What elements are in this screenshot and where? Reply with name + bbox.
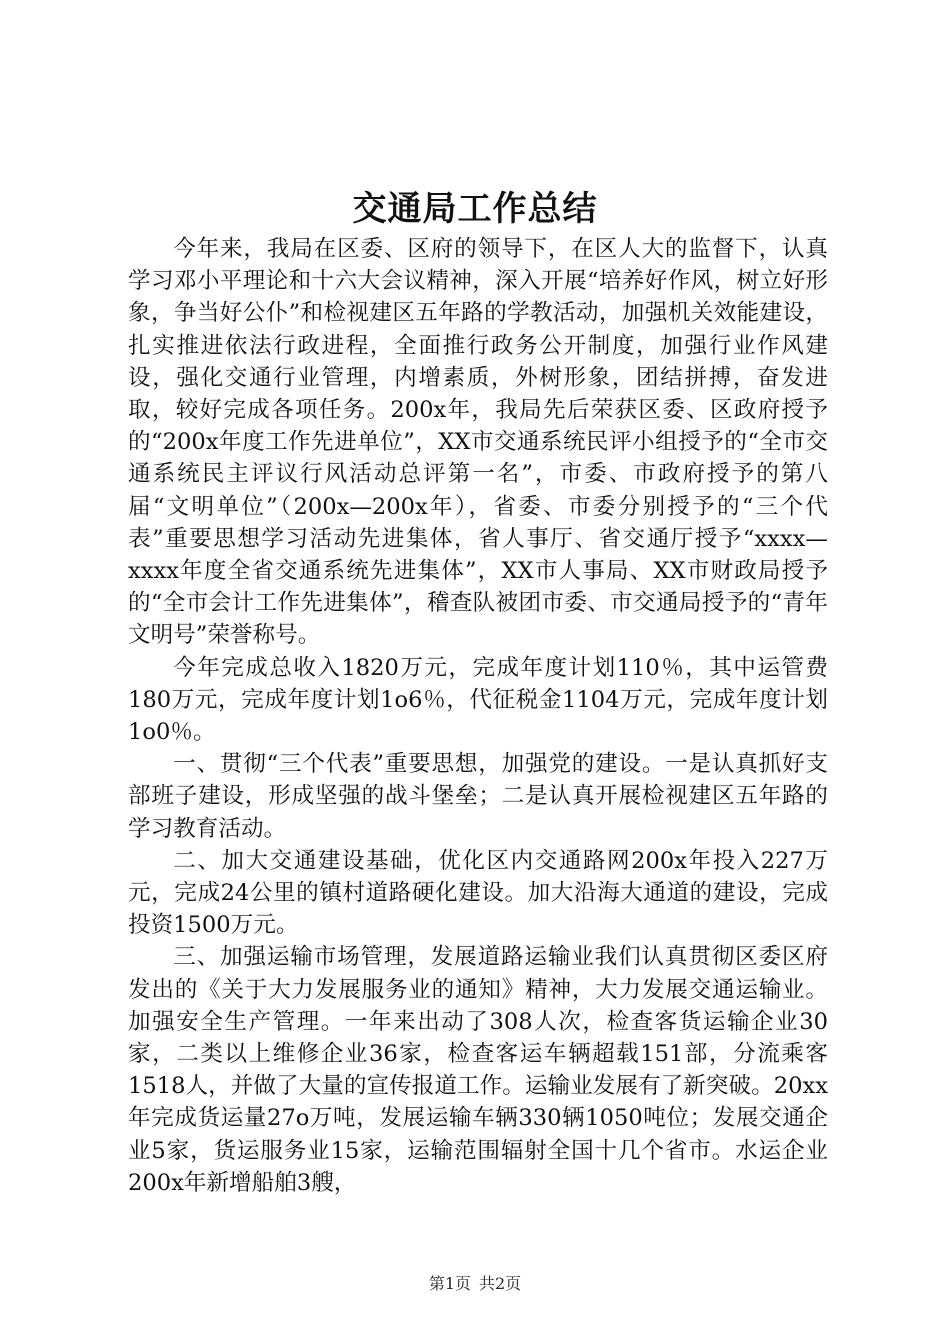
page-footer <box>0 1274 950 1294</box>
paragraph-intro: 今年来，我局在区委、区府的领导下，在区人大的监督下，认真学习邓小平理论和十六大会议精神，深入开展“培养好作风，树立好形象，争当好公仆”和检视建区五年路的学教活动，加强机关效能建设，扎实推进依法行政进程，全面推行政务公开制度，加强行业作风建设，强化交通行业管理，内增素质，外树形象，团结拼搏，奋发进取，较好完成各项任务。200x年，我局先后荣获区委、区政府授予的“200x年度工作先进单位”，XX市交通系统民评小组授予的“全市交通系统民主评议行风活动总评第一名”，市委、市政府授予的第八届“文明单位”（200x—200x年），省委、市委分别授予的“三个代表”重要思想学习活动先进集体，省人事厅、省交通厅授予“xxxx—xxxx年度全省交通系统先进集体”，XX市人事局、XX市财政局授予的“全市会计工作先进集体”，稽查队被团市委、市交通局授予的“青年文明号”荣誉称号。 <box>128 236 828 649</box>
page-number: 第1页 <box>428 1274 471 1293</box>
paragraph-section-2: 二、加大交通建设基础，优化区内交通路网200x年投入227万元，完成24公里的镇村道路硬化建设。加大沿海大通道的建设，完成投资1500万元。 <box>128 847 828 939</box>
page-total: 共2页 <box>479 1274 522 1293</box>
paragraph-section-3: 三、加强运输市场管理，发展道路运输业我们认真贯彻区委区府发出的《关于大力发展服务业的通知》精神，大力发展交通运输业。加强安全生产管理。一年来出动了308人次，检查客货运输企业30家，二类以上维修企业36家，检查客运车辆超载151部，分流乘客1518人，并做了大量的宣传报道工作。运输业发展有了新突破。20xx年完成货运量27o万吨，发展运输车辆330辆1050吨位；发展交通企业5家，货运服务业15家，运输范围辐射全国十几个省市。水运企业200x年新增船舶3艘， <box>128 944 828 1196</box>
paragraph-section-1: 一、贯彻“三个代表”重要思想，加强党的建设。一是认真抓好支部班子建设，形成坚强的战斗堡垒；二是认真开展检视建区五年路的学习教育活动。 <box>128 751 828 842</box>
document-body <box>128 233 828 1199</box>
paragraph-revenue: 今年完成总收入1820万元，完成年度计划110％，其中运管费180万元，完成年度计划1o6％，代征税金1104万元，完成年度计划1o0％。 <box>128 654 828 746</box>
document-title: 交通局工作总结 <box>352 189 598 229</box>
